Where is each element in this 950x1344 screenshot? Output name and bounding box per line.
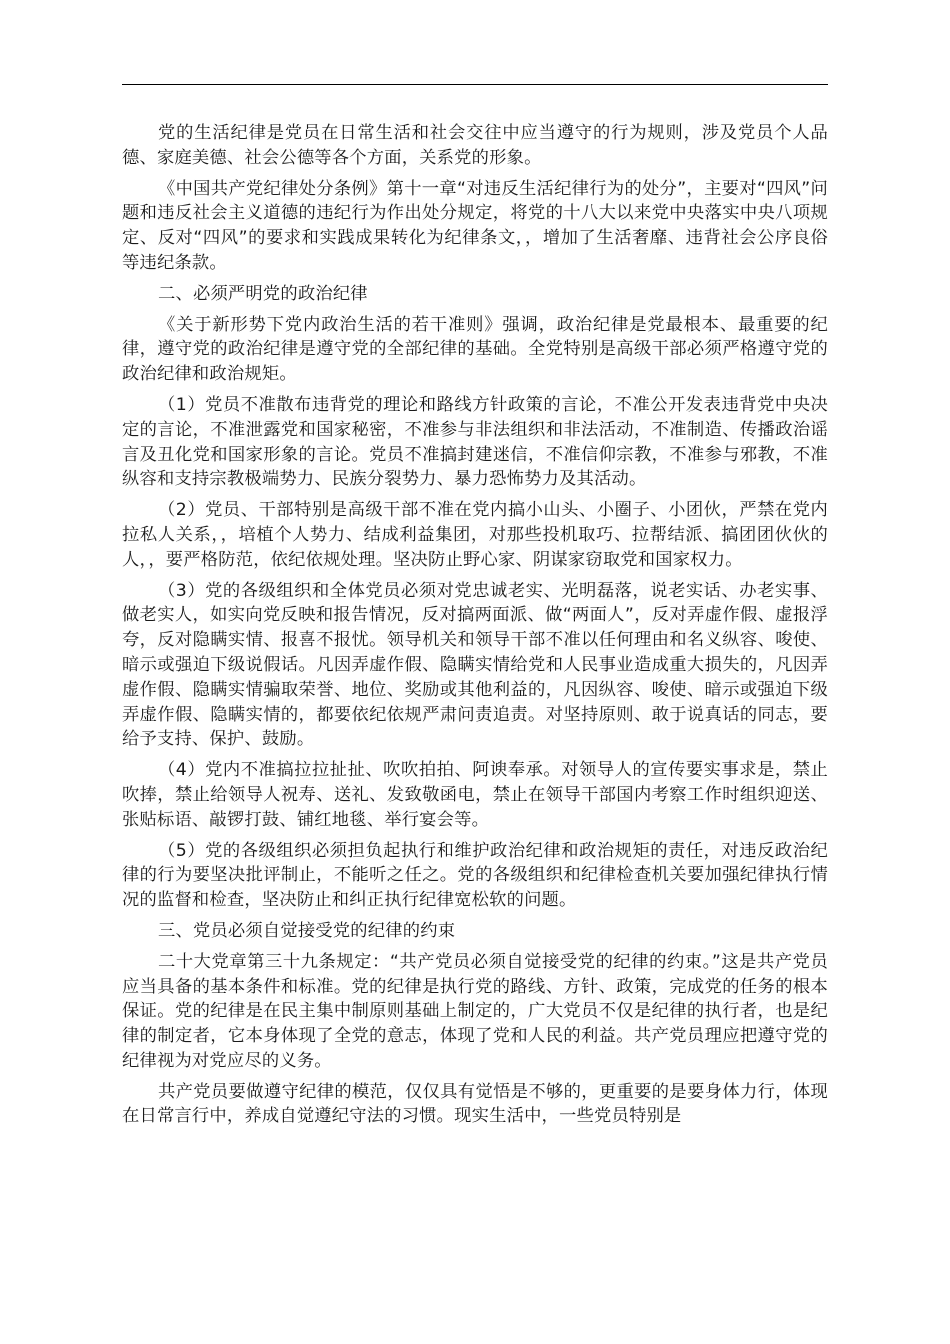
section-heading-3: 三、党员必须自觉接受党的纪律的约束 bbox=[158, 920, 456, 941]
header-rule bbox=[122, 84, 828, 85]
paragraph-item-5: （5）党的各级组织必须担负起执行和维护政治纪律和政治规矩的责任，对违反政治纪律的行为要坚决批评制止，不能听之任之。党的各级组织和纪律检查机关要加强纪律执行情况的监督和检查，坚决防止和纠正执行纪律宽松软的问题。 bbox=[122, 840, 828, 911]
paragraph-party-constitution: 二十大党章第三十九条规定：“共产党员必须自觉接受党的纪律的约束。”这是共产党员应当具备的基本条件和标准。党的纪律是执行党的路线、方针、政策，完成党的任务的根本保证。党的纪律是在民主集中制原则基础上制定的，广大党员不仅是纪律的执行者，也是纪律的制定者，它本身体现了全党的意志，体现了党和人民的利益。共产党员理应把遵守党的纪律视为对党应尽的义务。 bbox=[122, 951, 828, 1071]
document-body bbox=[122, 121, 828, 1135]
paragraph-item-2: （2）党员、干部特别是高级干部不准在党内搞小山头、小圈子、小团伙，严禁在党内拉私人关系，，培植个人势力、结成利益集团，对那些投机取巧、拉帮结派、搞团团伙伙的人，，要严格防范，依纪依规处理。坚决防止野心家、阴谋家窃取党和国家权力。 bbox=[122, 500, 828, 570]
paragraph-item-1: （1）党员不准散布违背党的理论和路线方针政策的言论，不准公开发表违背党中央决定的言论，不准泄露党和国家秘密，不准参与非法组织和非法活动，不准制造、传播政治谣言及丑化党和国家形象的言论。党员不准搞封建迷信，不准信仰宗教，不准参与邪教，不准纵容和支持宗教极端势力、民族分裂势力、暴力恐怖势力及其活动。 bbox=[122, 394, 828, 490]
paragraph-regulation-chapter-11: 《中国共产党纪律处分条例》第十一章“对违反生活纪律行为的处分”，主要对“四风”问题和违反社会主义道德的违纪行为作出处分规定，将党的十八大以来党中央落实中央八项规定、反对“四风”的要求和实践成果转化为纪律条文，，增加了生活奢靡、违背社会公序良俗等违纪条款。 bbox=[122, 178, 828, 273]
paragraph-life-discipline: 党的生活纪律是党员在日常生活和社会交往中应当遵守的行为规则，涉及党员个人品德、家庭美德、社会公德等各个方面，关系党的形象。 bbox=[122, 123, 828, 168]
paragraph-item-4: （4）党内不准搞拉拉扯扯、吹吹拍拍、阿谀奉承。对领导人的宣传要实事求是，禁止吹捧，禁止给领导人祝寿、送礼、发致敬函电，禁止在领导干部国内考察工作时组织迎送、张贴标语、敲锣打鼓、铺红地毯、举行宴会等。 bbox=[122, 760, 828, 830]
section-heading-2: 二、必须严明党的政治纪律 bbox=[158, 283, 368, 304]
paragraph-political-discipline: 《关于新形势下党内政治生活的若干准则》强调，政治纪律是党最根本、最重要的纪律，遵守党的政治纪律是遵守党的全部纪律的基础。全党特别是高级干部必须严格遵守党的政治纪律和政治规矩。 bbox=[122, 314, 828, 385]
paragraph-item-3: （3）党的各级组织和全体党员必须对党忠诚老实、光明磊落，说老实话、办老实事、做老实人，如实向党反映和报告情况，反对搞两面派、做“两面人”，反对弄虚作假、虚报浮夸，反对隐瞒实情、报喜不报忧。领导机关和领导干部不准以任何理由和名义纵容、唆使、暗示或强迫下级说假话。凡因弄虚作假、隐瞒实情给党和人民事业造成重大损失的，凡因弄虚作假、隐瞒实情骗取荣誉、地位、奖励或其他利益的，凡因纵容、唆使、暗示或强迫下级弄虚作假、隐瞒实情的，都要依纪依规严肃问责追责。对坚持原则、敢于说真话的同志，要给予支持、保护、鼓励。 bbox=[122, 580, 828, 750]
paragraph-model-discipline: 共产党员要做遵守纪律的模范，仅仅具有觉悟是不够的，更重要的是要身体力行，体现在日常言行中，养成自觉遵纪守法的习惯。现实生活中，一些党员特别是 bbox=[122, 1081, 828, 1127]
